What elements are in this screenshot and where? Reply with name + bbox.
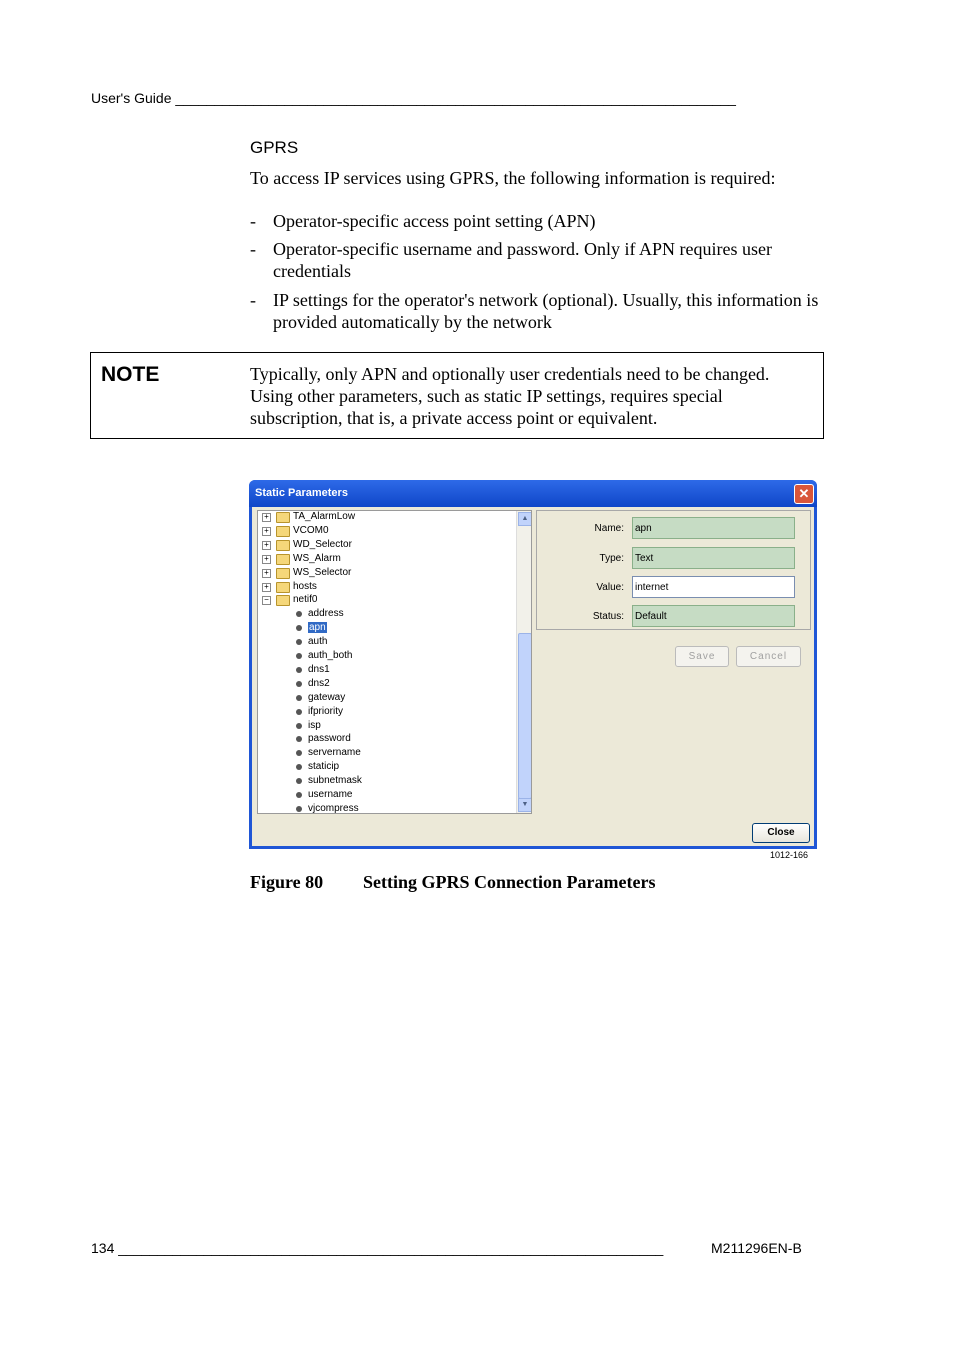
tree-leaf-label: gateway (308, 691, 346, 703)
tree-scrollbar[interactable] (516, 511, 531, 813)
tree-leaf-row[interactable] (258, 789, 513, 803)
note-text: Typically, only APN and optionally user credentials need to be changed. Using other parameters, such as static IP settings, requires special subscription, that is, a private access point or equivalent. (250, 364, 770, 428)
name-field: apn (632, 517, 795, 539)
folder-icon (276, 582, 290, 593)
tree-leaf-row[interactable] (258, 636, 513, 650)
tree-leaf-row[interactable] (258, 706, 513, 720)
expand-icon[interactable]: + (262, 583, 271, 592)
name-label: Name: (594, 523, 624, 534)
collapse-icon[interactable]: − (262, 596, 271, 605)
expand-icon[interactable]: + (262, 569, 271, 578)
tree-leaf-label: address (308, 608, 344, 620)
section-title: GPRS (250, 138, 299, 157)
leaf-bullet-icon (296, 736, 302, 742)
tree-folder-label: WS_Selector (293, 566, 352, 578)
tree-folder-label: WS_Alarm (293, 552, 341, 564)
leaf-bullet-icon (296, 723, 302, 729)
leaf-bullet-icon (296, 639, 302, 645)
cancel-button[interactable]: Cancel (736, 646, 801, 667)
leaf-bullet-icon (296, 709, 302, 715)
tree-folder-label: netif0 (293, 594, 318, 606)
bullet-text: Operator-specific access point setting (APN) (273, 211, 596, 231)
tree-leaf-row[interactable] (258, 775, 513, 789)
tree-leaf-row[interactable] (258, 692, 513, 706)
tree-leaf-row[interactable] (258, 622, 513, 636)
leaf-bullet-icon (296, 625, 302, 631)
dialog-title: Static Parameters (255, 487, 348, 499)
tree-folder-row[interactable] (258, 525, 513, 539)
dialog-titlebar[interactable] (249, 480, 817, 507)
tree-leaf-label: dns2 (308, 677, 330, 689)
tree-leaf-label: auth (308, 636, 328, 648)
tree-leaf-row[interactable] (258, 608, 513, 622)
leaf-bullet-icon (296, 764, 302, 770)
close-icon[interactable]: ✕ (794, 484, 814, 504)
tree-leaf-label-selected: apn (309, 622, 326, 634)
tree-folder-label: hosts (293, 580, 317, 592)
leaf-bullet-icon (296, 778, 302, 784)
tree-leaf-label: username (308, 789, 353, 800)
type-field: Text (632, 547, 795, 569)
folder-icon (276, 512, 290, 523)
leaf-bullet-icon (296, 611, 302, 617)
folder-icon (276, 540, 290, 551)
folder-icon (276, 595, 290, 606)
close-button[interactable]: Close (752, 823, 810, 843)
tree-folder-label: TA_AlarmLow (293, 511, 356, 522)
expand-icon[interactable]: + (262, 541, 271, 550)
bullet-dash: - (250, 239, 256, 259)
bullet-text: IP settings for the operator's network (optional). Usually, this information is provided automatically by the network (273, 290, 819, 332)
tree-leaf-row[interactable] (258, 720, 513, 734)
type-label: Type: (599, 553, 624, 564)
leaf-bullet-icon (296, 653, 302, 659)
scroll-up-button[interactable]: ▲ (518, 512, 532, 526)
save-button[interactable]: Save (675, 646, 729, 667)
expand-icon[interactable]: + (262, 527, 271, 536)
note-label: NOTE (101, 363, 160, 386)
tree-folder-row[interactable] (258, 594, 513, 608)
bullet-item (250, 210, 830, 232)
bullet-item (250, 238, 830, 282)
value-input[interactable]: internet (632, 576, 795, 598)
leaf-bullet-icon (296, 681, 302, 687)
tree-leaf-label: staticip (308, 761, 340, 773)
tree-leaf-row[interactable] (258, 664, 513, 678)
tree-folder-row[interactable] (258, 511, 513, 525)
tree-leaf-label: isp (308, 719, 321, 731)
tree-leaf-label: dns1 (308, 663, 330, 675)
scroll-down-button[interactable]: ▼ (518, 798, 532, 812)
tree-leaf-label: auth_both (308, 650, 353, 661)
bullet-dash: - (250, 211, 256, 231)
tree-leaf-label: servername (308, 747, 361, 759)
tree-folder-row[interactable] (258, 581, 513, 595)
leaf-bullet-icon (296, 667, 302, 673)
status-label: Status: (592, 611, 624, 622)
parameter-tree[interactable] (257, 510, 532, 814)
tree-folder-label: WD_Selector (293, 538, 352, 550)
figure-title: Setting GPRS Connection Parameters (363, 872, 656, 892)
scrollbar-thumb[interactable] (518, 633, 532, 799)
tree-leaf-label: password (308, 733, 351, 745)
expand-icon[interactable]: + (262, 555, 271, 564)
folder-icon (276, 526, 290, 537)
bullet-item (250, 289, 830, 333)
tree-leaf-label: vjcompress (308, 802, 359, 814)
leaf-bullet-icon (296, 750, 302, 756)
folder-icon (276, 554, 290, 565)
static-parameters-dialog (249, 480, 817, 849)
folder-icon (276, 568, 290, 579)
tree-folder-label: VCOM0 (293, 524, 329, 536)
note-box (90, 352, 824, 439)
bullet-text: Operator-specific username and password. Only if APN requires user credentials (273, 239, 772, 281)
tree-leaf-row[interactable] (258, 747, 513, 761)
dialog-client-area (252, 507, 814, 846)
tree-folder-row[interactable] (258, 539, 513, 553)
figure-code: 1012-166 (770, 850, 809, 860)
value-label: Value: (596, 582, 624, 593)
tree-leaf-row[interactable] (258, 650, 513, 664)
figure-number: Figure 80 (250, 872, 324, 892)
tree-folder-row[interactable] (258, 553, 513, 567)
bullet-dash: - (250, 290, 256, 310)
running-header: User's Guide ________________________________________________________________________ (91, 90, 736, 106)
tree-leaf-row[interactable] (258, 733, 513, 747)
tree-leaf-row[interactable] (258, 761, 513, 775)
status-field: Default (632, 605, 795, 627)
tree-leaf-row[interactable] (258, 678, 513, 692)
leaf-bullet-icon (296, 792, 302, 798)
leaf-bullet-icon (296, 806, 302, 812)
tree-leaf-row[interactable] (258, 803, 513, 814)
intro-paragraph: To access IP services using GPRS, the following information is required: (250, 168, 776, 188)
page-number: 134 ______________________________________________________________________ (91, 1240, 664, 1256)
properties-panel (536, 510, 811, 630)
tree-folder-row[interactable] (258, 567, 513, 581)
leaf-bullet-icon (296, 695, 302, 701)
document-id: M211296EN-B (711, 1240, 802, 1256)
expand-icon[interactable]: + (262, 513, 271, 522)
tree-leaf-label: ifpriority (308, 705, 344, 717)
tree-leaf-label: subnetmask (308, 775, 362, 787)
